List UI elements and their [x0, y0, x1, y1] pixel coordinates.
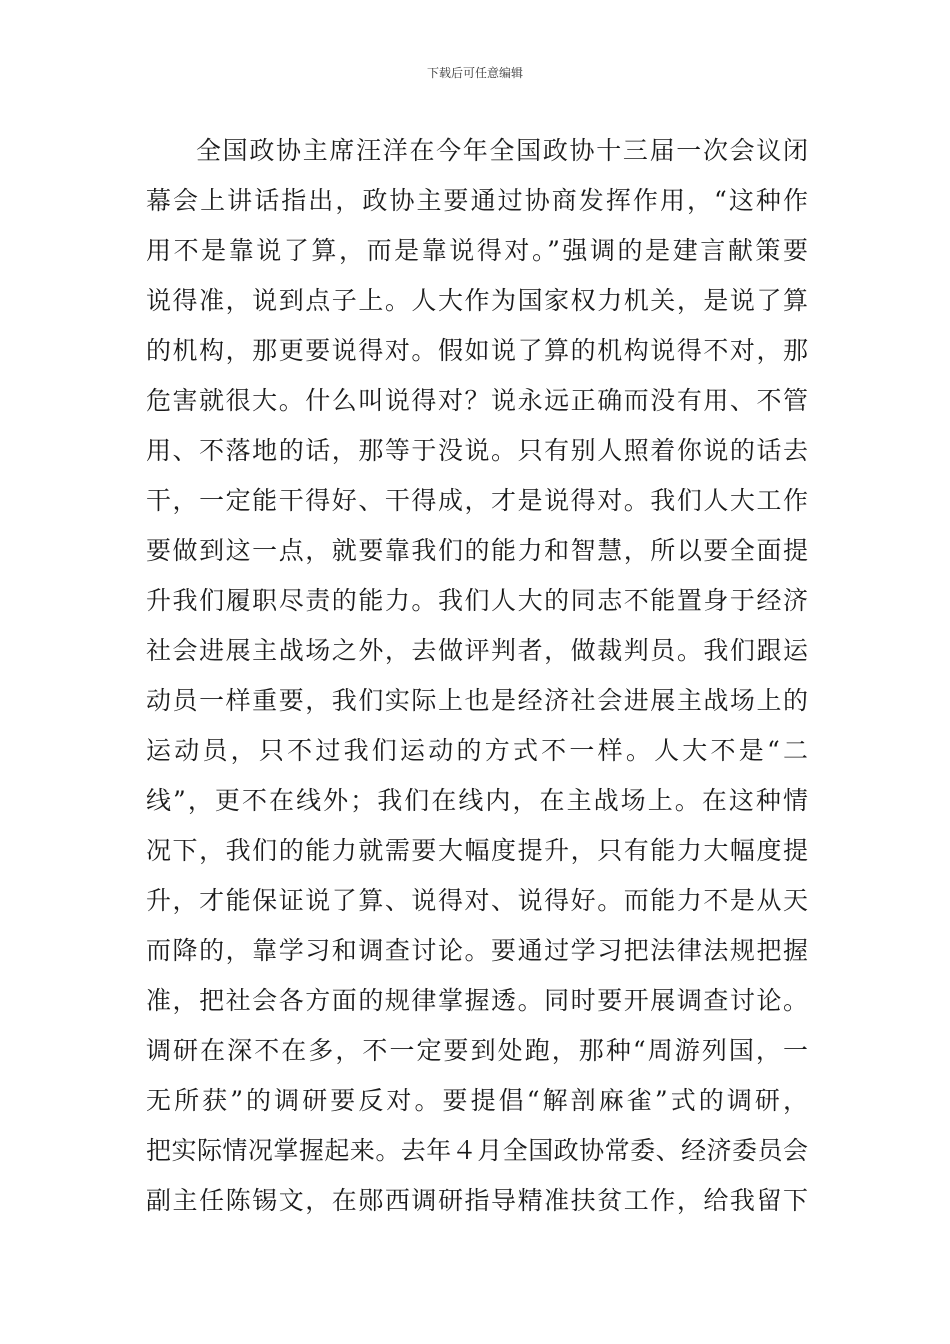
paragraph-line: 说得准，说到点子上。人大作为国家权力机关，是说了算: [146, 286, 808, 315]
paragraph-line: 危害就很大。什么叫说得对？说永远正确而没有用、不管: [146, 386, 808, 415]
paragraph-line: 准，把社会各方面的规律掌握透。同时要开展调查讨论。: [146, 986, 808, 1015]
paragraph-line: 副主任陈锡文，在郧西调研指导精准扶贫工作，给我留下: [146, 1186, 808, 1215]
paragraph-line: 幕会上讲话指出，政协主要通过协商发挥作用，“这种作: [146, 186, 808, 215]
paragraph-line: 况下，我们的能力就需要大幅度提升，只有能力大幅度提: [146, 836, 808, 865]
paragraph-line: 社会进展主战场之外，去做评判者，做裁判员。我们跟运: [146, 636, 808, 665]
paragraph-line: 把实际情况掌握起来。去年４月全国政协常委、经济委员会: [146, 1136, 808, 1165]
paragraph-line: 运动员，只不过我们运动的方式不一样。人大不是“二: [146, 736, 808, 765]
paragraph-line: 升我们履职尽责的能力。我们人大的同志不能置身于经济: [146, 586, 808, 615]
paragraph-line: 要做到这一点，就要靠我们的能力和智慧，所以要全面提: [146, 536, 808, 565]
paragraph-line: 无所获”的调研要反对。要提倡“解剖麻雀”式的调研，: [146, 1086, 808, 1115]
paragraph-line: 全国政协主席汪洋在今年全国政协十三届一次会议闭: [196, 136, 808, 165]
paragraph-line: 线”，更不在线外；我们在线内，在主战场上。在这种情: [146, 786, 808, 815]
paragraph-line: 的机构，那更要说得对。假如说了算的机构说得不对，那: [146, 336, 808, 365]
document-body: [146, 126, 808, 1226]
paragraph-line: 干，一定能干得好、干得成，才是说得对。我们人大工作: [146, 486, 808, 515]
page-header-note: 下载后可任意编辑: [426, 66, 523, 80]
paragraph-line: 而降的，靠学习和调查讨论。要通过学习把法律法规把握: [146, 936, 808, 965]
paragraph-line: 用不是靠说了算，而是靠说得对。”强调的是建言献策要: [146, 236, 808, 265]
paragraph-line: 调研在深不在多，不一定要到处跑，那种“周游列国，一: [146, 1036, 808, 1065]
paragraph-line: 用、不落地的话，那等于没说。只有别人照着你说的话去: [146, 436, 808, 465]
paragraph-line: 升，才能保证说了算、说得对、说得好。而能力不是从天: [146, 886, 808, 915]
paragraph-line: 动员一样重要，我们实际上也是经济社会进展主战场上的: [146, 686, 808, 715]
